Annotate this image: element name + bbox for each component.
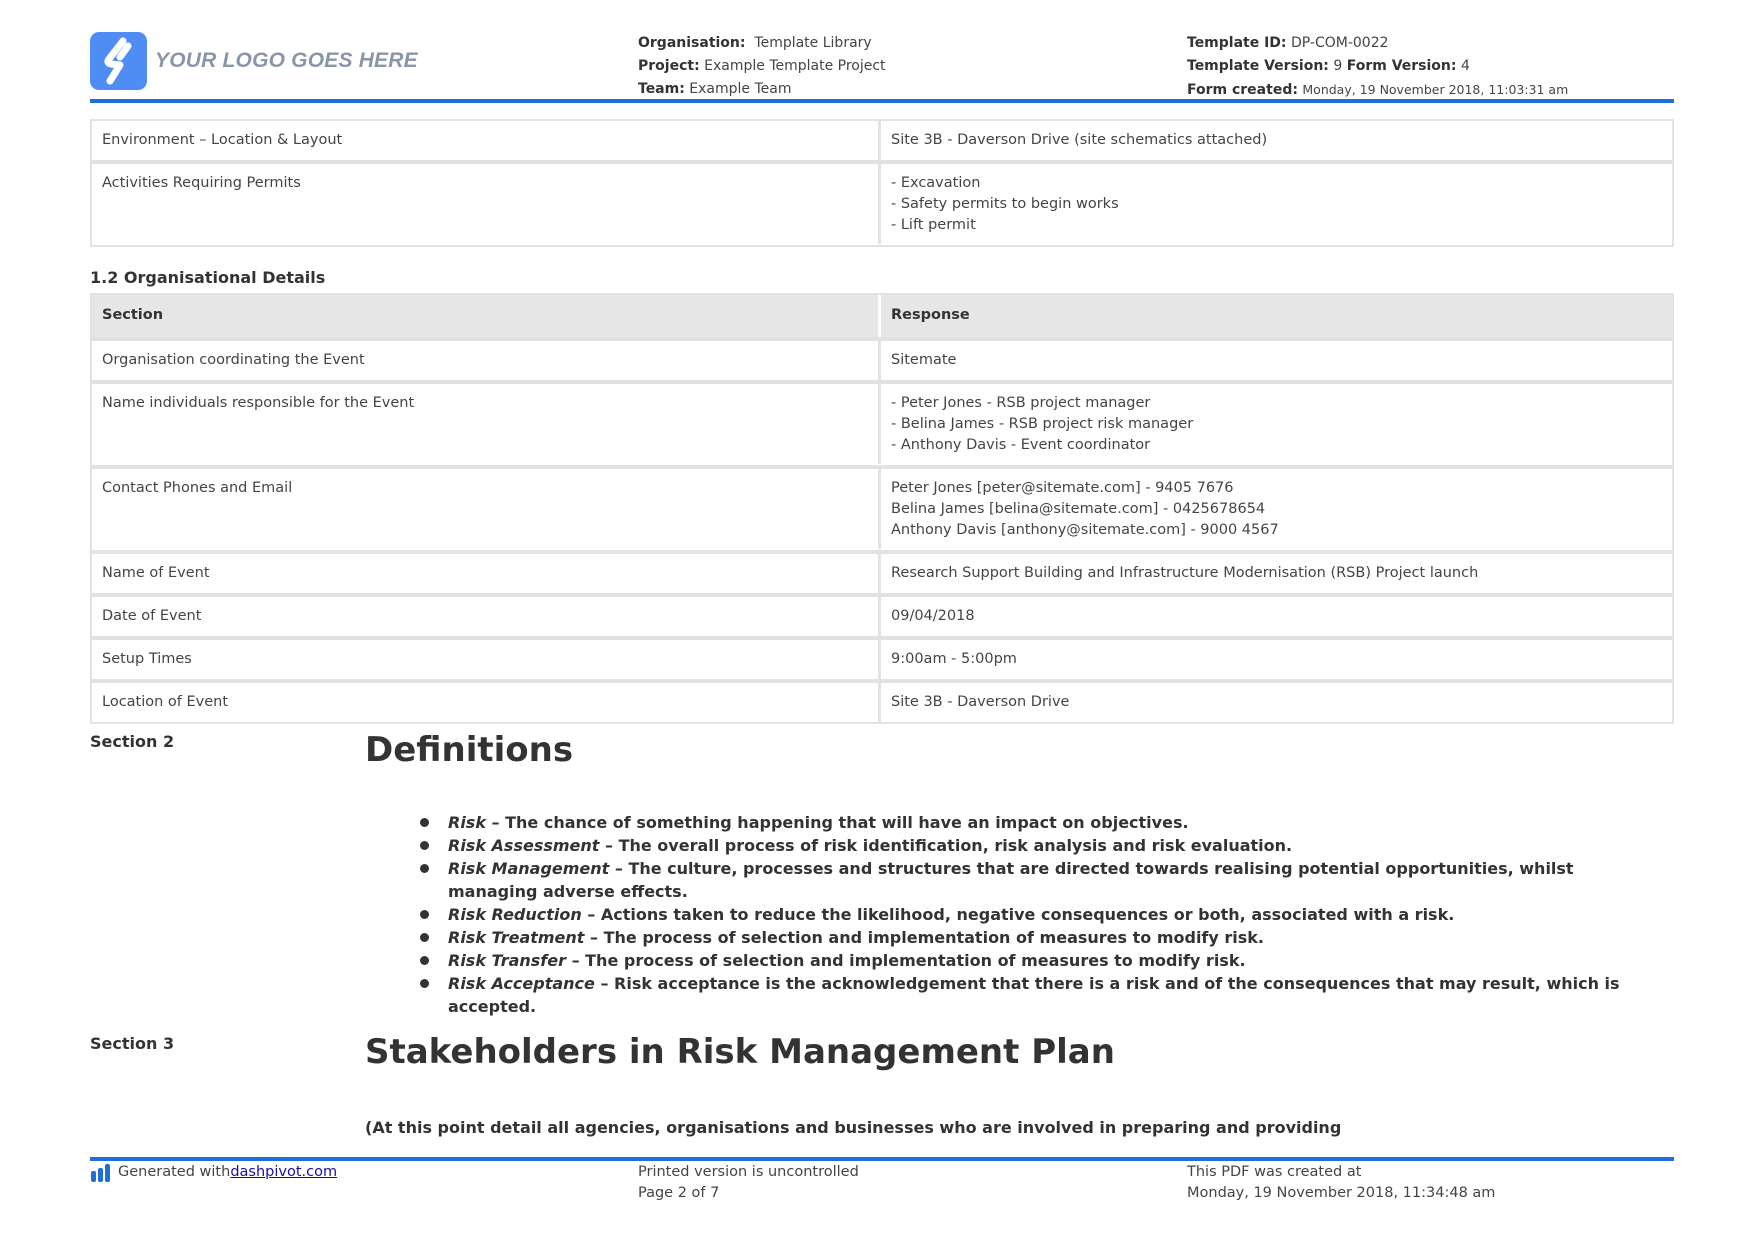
list-item [420,926,1660,949]
response-line: - Safety permits to begin works [891,196,1119,212]
table-row [92,465,1672,550]
list-item [420,949,1660,972]
dashpivot-icon [90,1163,112,1183]
section-3-label: Section 3 [90,1034,175,1053]
definition-term: Risk Management [448,859,610,878]
table-row [92,337,1672,380]
table-cell-label: Activities Requiring Permits [92,164,881,244]
page-number: Page 2 of 7 [638,1185,720,1201]
response-line: 9:00am - 5:00pm [891,651,1017,667]
table-row [92,679,1672,722]
section-3-title: Stakeholders in Risk Management Plan [365,1032,1115,1072]
response-line: 09/04/2018 [891,608,975,624]
template-id-value: DP-COM-0022 [1290,35,1389,51]
organisation-label: Organisation: [638,35,746,51]
list-item [420,857,1660,903]
definitions-list [420,811,1660,1018]
subsection-title: 1.2 Organisational Details [90,268,326,287]
table-cell-response [881,554,1672,593]
column-header-response: Response [891,307,970,323]
generated-with [90,1162,337,1183]
definition-term: Risk Assessment [448,836,600,855]
table-row [92,593,1672,636]
definition-text: – Actions taken to reduce the likelihood, negative consequences or both, associated with a risk. [581,905,1455,924]
list-item [420,972,1660,1018]
response-line: Anthony Davis [anthony@sitemate.com] - 9000 4567 [891,522,1279,538]
organisational-details-table [90,293,1674,724]
pdf-created-info [1187,1162,1495,1204]
dashpivot-link[interactable]: dashpivot.com [230,1164,338,1180]
definition-term: Risk Transfer [448,951,566,970]
table-cell-label: Location of Event [92,683,881,722]
template-version-label: Template Version: [1187,58,1329,74]
form-created-label: Form created: [1187,82,1298,98]
table-header-row [92,295,1672,337]
project-value: Example Template Project [704,58,886,74]
logo [90,32,418,90]
table-cell-label: Environment – Location & Layout [92,121,881,160]
header-divider [90,99,1674,103]
definition-text: – The process of selection and implementation of measures to modify risk. [566,951,1246,970]
table-cell-label: Organisation coordinating the Event [92,341,881,380]
table-cell-label: Contact Phones and Email [92,469,881,549]
table-cell-response [881,469,1672,550]
page-header [90,30,1674,102]
logo-text: YOUR LOGO GOES HERE [155,49,418,72]
response-line: - Lift permit [891,217,976,233]
column-header-section: Section [92,295,881,337]
table-cell-response [881,384,1672,465]
pdf-created-value: Monday, 19 November 2018, 11:34:48 am [1187,1185,1496,1201]
form-version-value: 4 [1460,58,1470,74]
team-label: Team: [638,81,685,97]
response-line: Peter Jones [peter@sitemate.com] - 9405 7676 [891,480,1234,496]
project-label: Project: [638,58,700,74]
table-row [92,380,1672,465]
response-line: Belina James [belina@sitemate.com] - 0425678654 [891,501,1266,517]
stakeholders-intro: (At this point detail all agencies, organisations and businesses who are involved in preparing and providing [365,1118,1342,1137]
response-line: Site 3B - Daverson Drive [891,694,1070,710]
table-cell-response [881,640,1672,679]
response-line: - Belina James - RSB project risk manager [891,416,1194,432]
table-cell-response [881,341,1672,380]
organisation-value: Template Library [754,35,872,51]
response-line: - Anthony Davis - Event coordinator [891,437,1151,453]
logo-icon [90,32,147,90]
response-line: Sitemate [891,352,957,368]
definition-text: – The chance of something happening that will have an impact on objectives. [485,813,1189,832]
list-item [420,834,1660,857]
definition-text: – Risk acceptance is the acknowledgement that there is a risk and of the consequences that may result, which is accepted. [448,974,1620,1016]
pdf-created-label: This PDF was created at [1187,1164,1362,1180]
table-row [92,160,1672,245]
definition-text: – The overall process of risk identification, risk analysis and risk evaluation. [599,836,1293,855]
template-version-value: 9 [1333,58,1343,74]
definition-term: Risk Treatment [448,928,585,947]
section-2-label: Section 2 [90,732,175,751]
table-cell-response [881,121,1672,160]
table-cell-label: Setup Times [92,640,881,679]
definition-text: – The process of selection and implementation of measures to modify risk. [584,928,1264,947]
definition-text: – The culture, processes and structures that are directed towards realising potential opportunities, whilst managing adverse effects. [448,859,1574,901]
definition-term: Risk Reduction [448,905,582,924]
environment-table [90,119,1674,247]
header-meta-template [1187,32,1568,102]
form-created-value: Monday, 19 November 2018, 11:03:31 am [1302,82,1569,97]
response-line: - Excavation [891,175,981,191]
printed-notice: Printed version is uncontrolled [638,1164,859,1180]
section-2-title: Definitions [365,730,574,770]
response-line: Site 3B - Daverson Drive (site schematics attached) [891,132,1268,148]
footer-divider [90,1157,1674,1161]
response-line: - Peter Jones - RSB project manager [891,395,1151,411]
generated-with-text: Generated with [118,1164,231,1180]
definition-term: Risk [448,813,486,832]
table-cell-label: Name individuals responsible for the Event [92,384,881,464]
table-cell-response [881,597,1672,636]
table-row [92,550,1672,593]
list-item [420,903,1660,926]
response-line: Research Support Building and Infrastructure Modernisation (RSB) Project launch [891,565,1479,581]
print-info [638,1162,859,1204]
table-cell-response [881,164,1672,245]
table-row [92,121,1672,160]
team-value: Example Team [689,81,792,97]
table-cell-label: Name of Event [92,554,881,593]
table-row [92,636,1672,679]
list-item [420,811,1660,834]
form-version-label: Form Version: [1346,58,1457,74]
table-cell-response [881,683,1672,722]
header-meta-organisation [638,32,886,101]
table-cell-label: Date of Event [92,597,881,636]
template-id-label: Template ID: [1187,35,1287,51]
definition-term: Risk Acceptance [448,974,595,993]
